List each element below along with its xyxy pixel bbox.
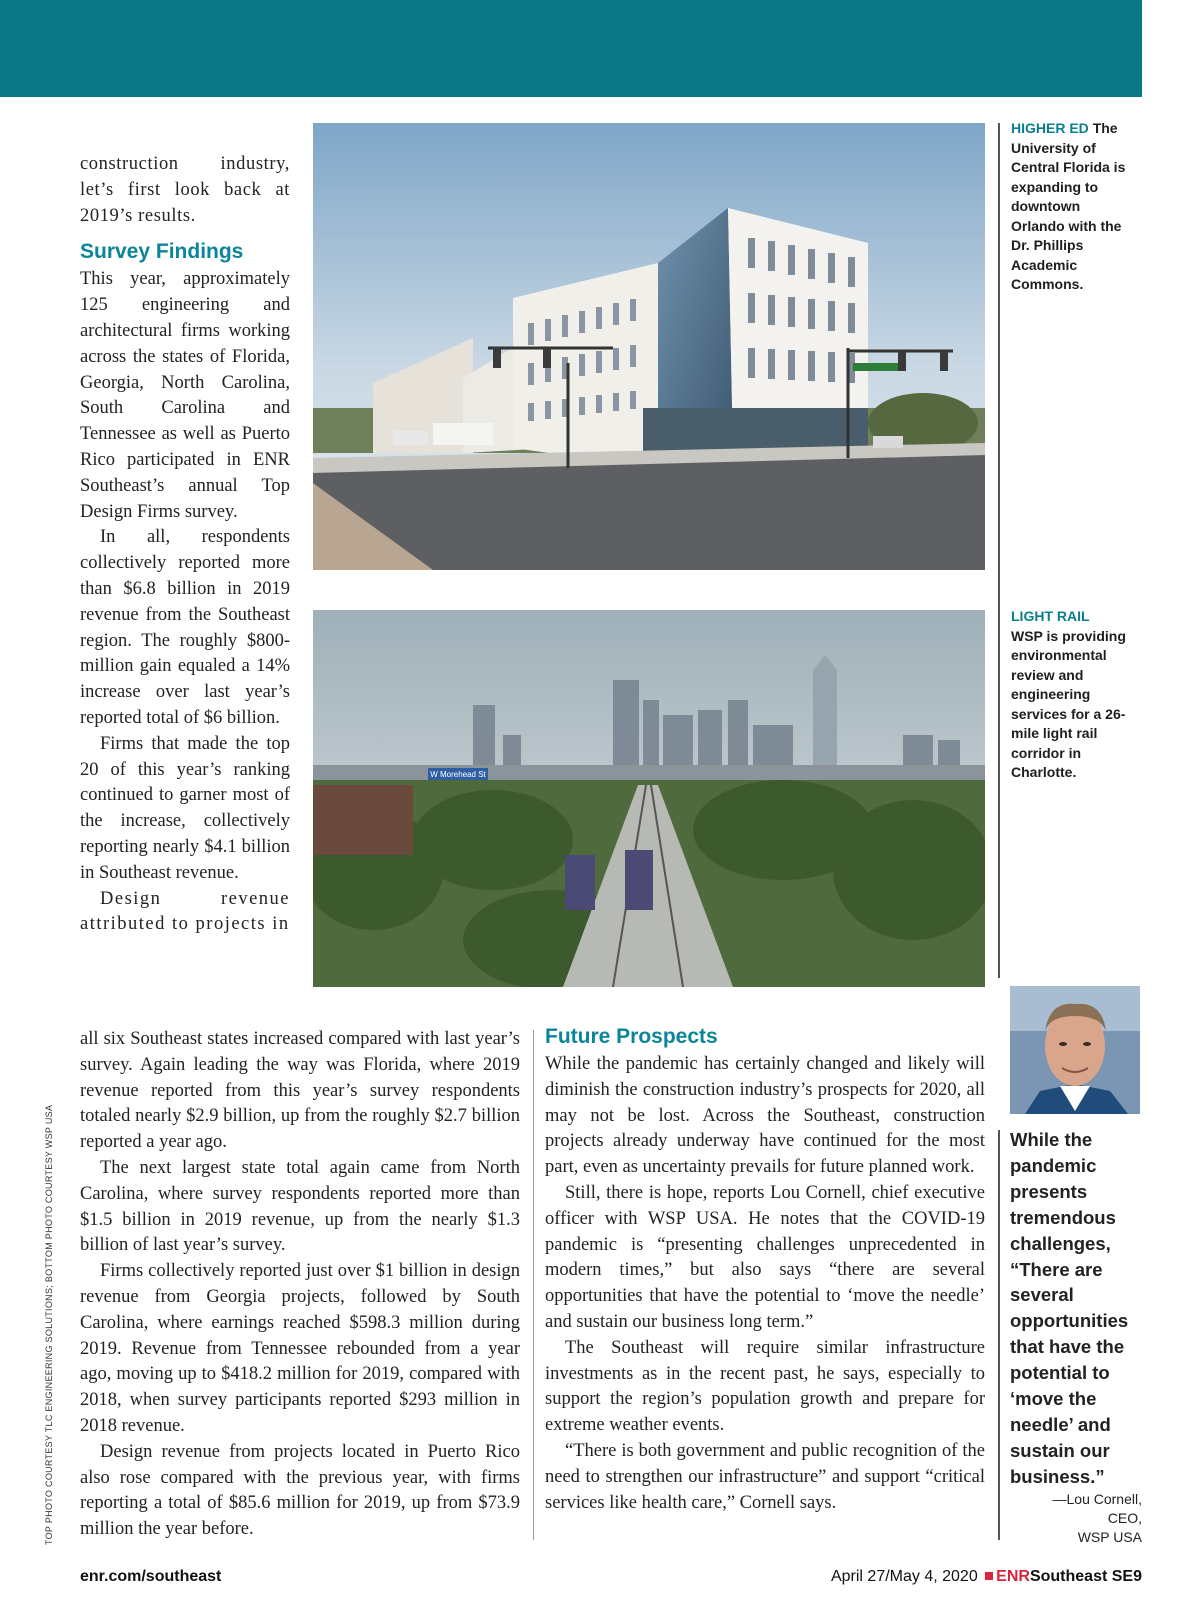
body-paragraph: The Southeast will require similar infrastructure investments as in the recent past, he says, especially to support the region’s population growth and prepare for extreme weather events. — [545, 1337, 985, 1436]
top-photo-ucf-building — [313, 123, 985, 570]
bottom-photo-caption — [1011, 607, 1136, 783]
body-paragraph: all six Southeast states increased compared with last year’s survey. Again leading the way was Florida, where 2019 revenue reported from this year’s survey respondents totaled nearly $2.9 billion, up from the roughly $2.7 billion reported a year ago. — [80, 1029, 520, 1153]
body-paragraph: While the pandemic has certainly changed and likely will diminish the construction industry’s prospects for 2020, all may not be lost. Across the Southeast, construction projects already underway have continued for the most part, even as uncertainty prevails for future planned work. — [545, 1054, 985, 1178]
body-paragraph: Still, there is hope, reports Lou Cornell, chief executive officer with WSP USA. He notes that the COVID-19 pandemic is “presenting challenges unprecedented in modern times,” but also says “there are several opportunities that have the potential to ‘move the needle’ and sustain our business long term.” — [545, 1182, 985, 1332]
photo-credit: TOP PHOTO COURTESY TLC ENGINEERING SOLUTIONS; BOTTOM PHOTO COURTESY WSP USA — [44, 1104, 54, 1545]
top-color-bar — [0, 0, 1142, 97]
body-paragraph: “There is both government and public recognition of the need to strengthen our infrastructure” and support “critical services like health care,” Cornell says. — [545, 1440, 985, 1513]
column-divider — [533, 1030, 534, 1540]
body-paragraph: The next largest state total again came from North Carolina, where survey respondents reported more than $1.5 billion in 2019 revenue, up from the nearly $1.3 billion of last year’s survey. — [80, 1157, 520, 1256]
right-column — [545, 1024, 985, 1516]
body-paragraph: In all, respondents collectively reported more than $6.8 billion in 2019 revenue from the Southeast region. The roughly $800-million gain equaled a 14% increase over last year’s reported total of $6 billion. — [80, 527, 290, 728]
future-prospects-heading: Future Prospects — [545, 1025, 718, 1048]
building-illustration — [313, 123, 985, 570]
bottom-photo-charlotte-light-rail — [313, 610, 985, 987]
lou-cornell-headshot — [1010, 986, 1140, 1114]
caption-tag: HIGHER ED — [1011, 120, 1089, 136]
left-column — [80, 152, 290, 938]
body-paragraph: Design revenue from projects located in Puerto Rico also rose compared with the previous year, with firms reporting a total of $85.6 million for 2019, up from $73.9 million the year before. — [80, 1441, 520, 1540]
footer-date: April 27/May 4, 2020 — [830, 1568, 978, 1585]
footer-page-number: SE9 — [1111, 1568, 1142, 1585]
body-paragraph: Firms that made the top 20 of this year’s ranking continued to garner most of the increase, collectively reporting nearly $4.1 billion in Southeast revenue. — [80, 733, 290, 883]
pull-quote-text: While the pandemic presents tremendous challenges, “There are several opportunities that have the potential to ‘move the needle’ and sustain our business.” — [1010, 1129, 1129, 1487]
footer-brand: ENR — [996, 1568, 1030, 1585]
headshot-illustration — [1010, 986, 1140, 1114]
left-wide-column — [80, 1027, 520, 1543]
top-photo-caption — [1011, 119, 1129, 295]
pull-quote — [1010, 1127, 1142, 1547]
survey-findings-heading: Survey Findings — [80, 240, 244, 264]
body-paragraph: Design revenue attributed to projects in — [80, 888, 290, 935]
pull-quote-title: CEO, — [1107, 1509, 1142, 1526]
footer-right — [831, 1568, 1142, 1586]
footer-section: Southeast — [1029, 1568, 1108, 1585]
footer-url[interactable]: enr.com/southeast — [80, 1568, 222, 1585]
footer-square-icon — [985, 1572, 993, 1580]
caption-rule — [998, 123, 1000, 978]
body-paragraph: This year, approximately 125 engineering and architectural firms working across the states of Florida, Georgia, North Carolina, South Carolina and Tennessee as well as Puerto Rico participated in ENR Southeast’s annual Top Design Firms survey. — [80, 269, 290, 522]
pull-quote-attribution: —Lou Cornell, — [1052, 1490, 1142, 1507]
caption-text: WSP is providing environmental review and engineering services for a 26-mile light rail corridor in Charlotte. — [1011, 627, 1126, 780]
street-sign-text: W Morehead St — [430, 770, 486, 779]
caption-text: The University of Central Florida is expanding to downtown Orlando with the Dr. Phillips Academic Commons. — [1011, 120, 1126, 292]
caption-tag: LIGHT RAIL — [1011, 608, 1090, 624]
caption-rule-lower — [998, 1130, 1000, 1540]
body-paragraph: Firms collectively reported just over $1 billion in design revenue from Georgia projects, followed by South Carolina, where earnings reached $598.3 million during 2019. Revenue from Tennessee rebounded from a year ago, moving up to $418.2 million for 2019, compared with 2018, when survey participants reported $293 million in 2018 revenue. — [80, 1261, 520, 1436]
intro-text: construction industry, let’s first look back at 2019’s results. — [80, 154, 290, 226]
light-rail-illustration — [313, 610, 985, 987]
pull-quote-company: WSP USA — [1077, 1528, 1142, 1545]
